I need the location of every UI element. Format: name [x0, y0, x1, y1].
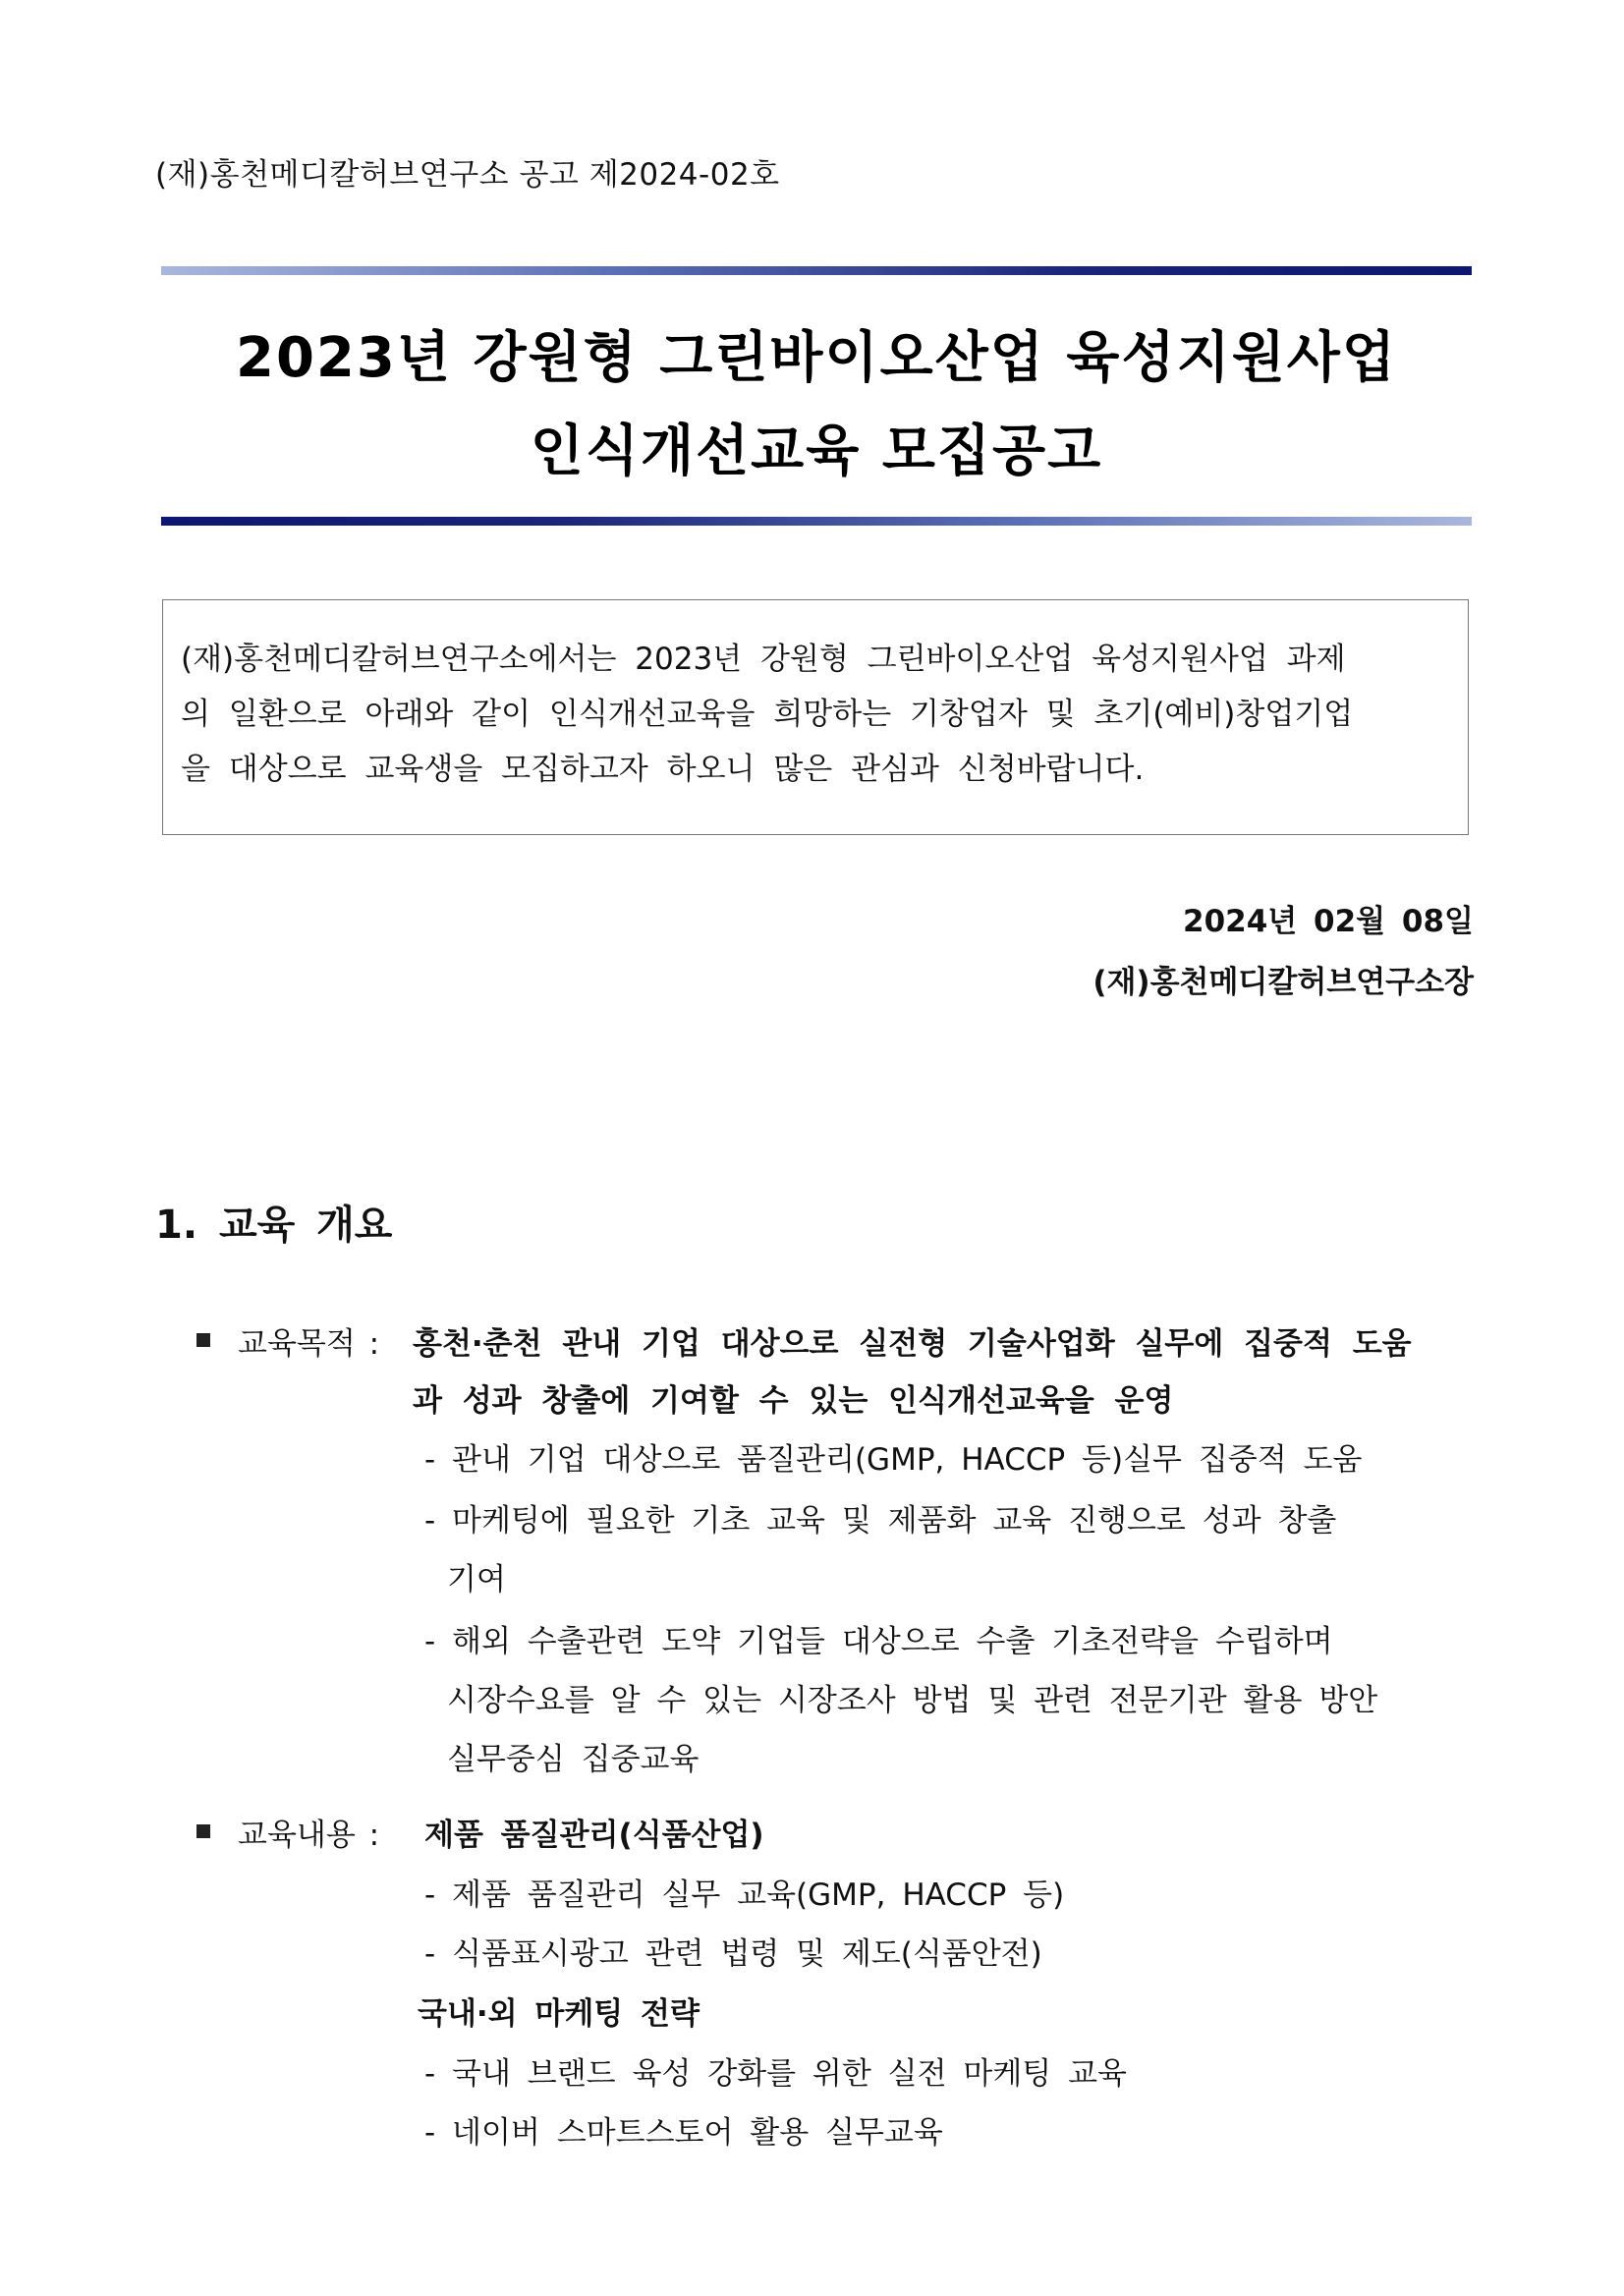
content-group-2-title: 국내·외 마케팅 전략 [418, 1996, 700, 2032]
notice-number: (재)홍천메디칼허브연구소 공고 제2024-02호 [155, 157, 780, 193]
purpose-label: 교육목적 : [238, 1326, 380, 1362]
purpose-item-1: - 관내 기업 대상으로 품질관리(GMP, HACCP 등)실무 집중적 도움 [424, 1442, 1363, 1478]
content-group-2-item-2: - 네이버 스마트스토어 활용 실무교육 [424, 2115, 943, 2151]
purpose-main-line-1: 홍천·춘천 관내 기업 대상으로 실전형 기술사업화 실무에 집중적 도움 [413, 1326, 1412, 1362]
section-heading: 1. 교육 개요 [155, 1203, 393, 1248]
content-group-1-item-1: - 제품 품질관리 실무 교육(GMP, HACCP 등) [424, 1877, 1065, 1913]
title-top-rule [161, 266, 1472, 275]
issuer-name: (재)홍천메디칼허브연구소장 [1092, 965, 1474, 1000]
intro-box [162, 599, 1469, 835]
purpose-main-line-2: 과 성과 창출에 기여할 수 있는 인식개선교육을 운영 [413, 1383, 1174, 1419]
content-label: 교육내용 : [238, 1818, 380, 1853]
purpose-item-2-cont: 기여 [447, 1562, 506, 1597]
bullet-square-icon [196, 1824, 210, 1838]
intro-line-2: 의 일환으로 아래와 같이 인식개선교육을 희망하는 기창업자 및 초기(예비)창업기업 [181, 697, 1354, 732]
announcement-date: 2024년 02월 08일 [1183, 904, 1474, 939]
intro-line-1: (재)홍천메디칼허브연구소에서는 2023년 강원형 그린바이오산업 육성지원사업 과제 [181, 642, 1346, 677]
page-title-line-2: 인식개선교육 모집공고 [530, 420, 1103, 483]
purpose-item-3-cont-2: 실무중심 집중교육 [447, 1742, 700, 1777]
intro-line-3: 을 대상으로 교육생을 모집하고자 하오니 많은 관심과 신청바랍니다. [181, 752, 1145, 787]
purpose-item-3: - 해외 수출관련 도약 기업들 대상으로 수출 기초전략을 수립하며 [424, 1624, 1333, 1659]
content-group-2-item-1: - 국내 브랜드 육성 강화를 위한 실전 마케팅 교육 [424, 2056, 1127, 2092]
purpose-item-2: - 마케팅에 필요한 기초 교육 및 제품화 교육 진행으로 성과 창출 [424, 1503, 1337, 1539]
content-group-1-title: 제품 품질관리(식품산업) [424, 1818, 764, 1853]
page-title-line-1: 2023년 강원형 그린바이오산업 육성지원사업 [236, 326, 1397, 390]
purpose-item-3-cont-1: 시장수요를 알 수 있는 시장조사 방법 및 관련 전문기관 활용 방안 [447, 1683, 1378, 1718]
bullet-square-icon [196, 1333, 210, 1347]
content-group-1-item-2: - 식품표시광고 관련 법령 및 제도(식품안전) [424, 1936, 1042, 1972]
title-bottom-rule [161, 517, 1472, 526]
